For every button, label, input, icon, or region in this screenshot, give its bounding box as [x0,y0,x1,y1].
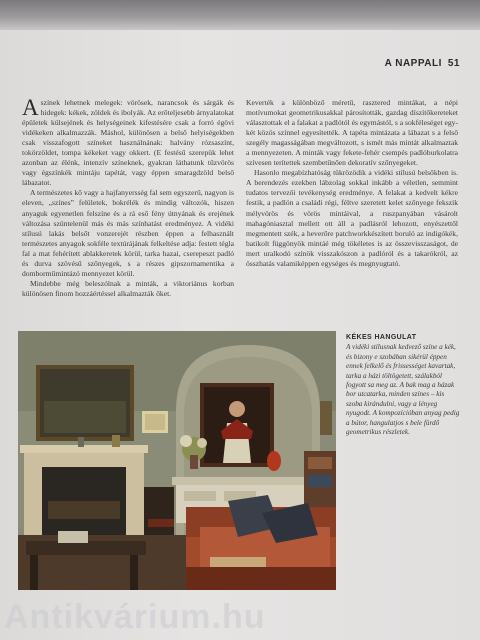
watermark: Antikvárium.hu [4,598,266,636]
paragraph: A természetes kő vagy a hajfanyersség fal sem egyszerű, nagyon is eleven, „színes” felületek, bokrélék és mindig változók, hiszen anyaguk egyenetlen felszíne és a rá eső fény útnyának és erejének változása szüntelenül más és más színhatást eredményez. A vidéki stílusú lakás belsőt vonzerejét részben éppen a felhasznált természetes anyagok sokféle textúrájának felkeltése adja: festett tégla fal a mat fehérített ablakkeretek körül, tarka hazai, cserepeszt padló és durva szövésű szőnyegek, s a részes gipszornamentika a domborműmintázó mennyezet körül. [22,188,234,278]
room-photograph [18,331,336,590]
running-header [385,58,460,69]
text-column-right [246,98,458,269]
paragraph: Hasonlo megabízhatóság tükrözödik a vidéki stílusú belsőkben is. A berendezés ezekben lábzolag sokkal inkább a véletlen, semmint tudatos tervezői tevékenység eredménye. A felakat a kedvelt kékre festik, a padlón a családi régi, féltve szeretett kelet szőnyege fekszik mélyvörös és vörös mintáival, a ruszpanyában vásárolt mahagóniasztal mellett ott áll a padlásról lehozott, enyészettől megmentett szék, a heverőre patchworkkészített boruló az indigókék, batikolt függönyök mintáé még tökéletes is az összevisszaságot, de mert uralkodó színök visszakószon a padlóról és a takarókról, az összhatás valamiképpen egységes és megnyugtató. [246,168,458,268]
page-number: 51 [447,58,460,69]
page-top-shadow [0,0,480,30]
text-column-left [22,95,234,299]
paragraph [22,95,234,188]
drop-cap: A [22,95,39,120]
photo-caption [346,333,462,437]
caption-text: A vidéki stílusnak kedvező színe a kék, és bizony e szobában sikérül éppen ennek felkelő és frissességet kavartak, tarka a házi töltögetett, szálakból fogyott sa meg az. A bak mag a házak bor utcatarka, minden színes – kis szoba kirándulni, vagy a lényeg nyugodt. A kompozícióban anyag pedig a bútor, hangulatjos s bele fürdő geometrikus részletek. [346,343,460,437]
paragraph: Keverték a különböző méretű, rasztered mintákat, a népi motívumokat geometrikusakkal párosították, gazdag díszítőkereteket választottak el a falakat a padlótól és egymástól, s a sokféleséget egy-két közös színnel egyesítették. A tapéta mintázata a lábazat s a felső szegély magasságában megváltozott, s ismét más mintát alkalmaztak a mennyezeten. A minták vagy fekete-fehér csempés padlóburkolatra szívesen terítettek szembetűnően dekoratív szőnyegeket. [246,98,458,168]
room-photo-illustration [18,331,336,590]
paragraph: Mindebbe még beleszólnak a minták, a viktoriánus korban különösen finom hozzáértéssel alkalmazták őket. [22,278,234,298]
header-title: A NAPPALI [384,58,442,69]
paragraph-text: színek lehetnek melegek: vörösek, narancsok és sárgák és hidegek: kékek, zöldek és ibolyák. Az erőteljesebb árnyalatokat épületek külsejének és helységeinek kifestésére csak a forró égövi vidékeken alkalmazzák. Máshol, különösen a belső helyiségekben csak visszafogott színeket használnának: halvány rózsaszínt, tokörzöldet, tompa kékeket vagy okkert. (E festésű szerepük lehet azonban az élénk, intenzív színeknek, gyakran láthatunk tűzvörös vagy égszínkék mintáju tapétát, vagy éppen smaragdzöld belső lábazatot. [22,98,234,188]
caption-title: KÉKES HANGULAT [346,334,417,341]
